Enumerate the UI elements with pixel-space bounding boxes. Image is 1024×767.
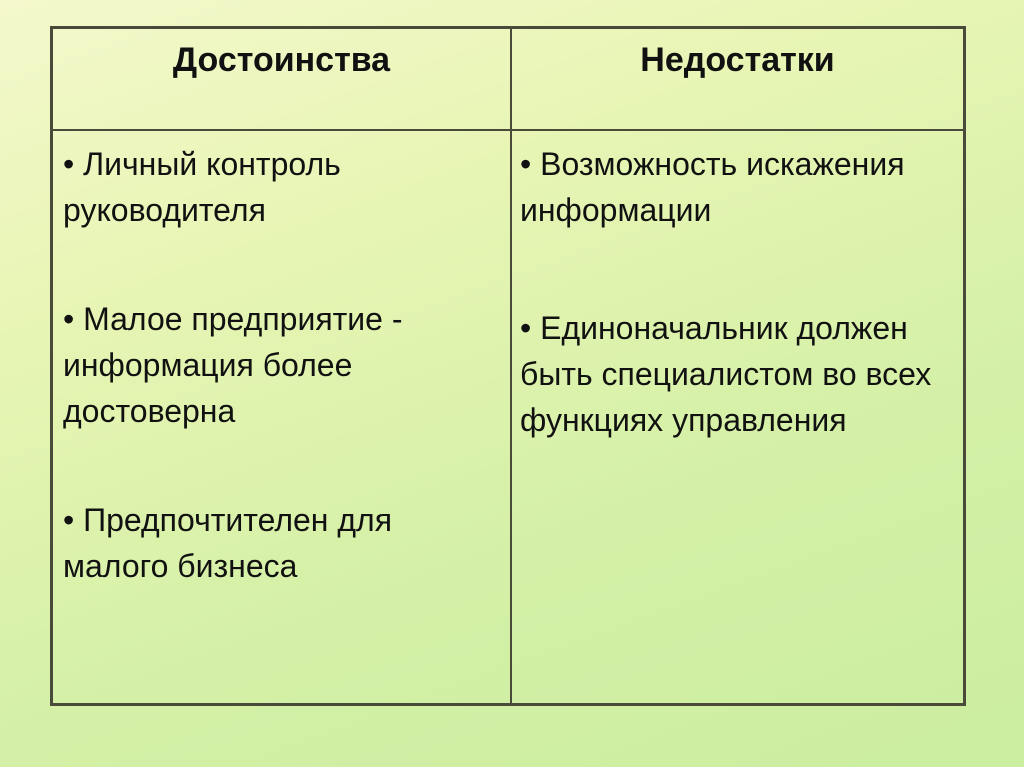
advantages-header: Достоинства (172, 41, 391, 79)
advantage-item: • Малое предприятие - информация более достоверна (63, 301, 403, 429)
advantage-item: • Личный контроль руководителя (63, 146, 341, 228)
disadvantage-item: • Единоначальник должен быть специалистом во всех функциях управления (520, 310, 932, 438)
disadvantage-item: • Возможность искажения информации (520, 146, 905, 228)
advantages-cell (63, 131, 503, 589)
advantage-item: • Предпочтителен для малого бизнеса (63, 502, 393, 584)
comparison-table (50, 26, 966, 706)
disadvantages-cell (520, 131, 960, 443)
disadvantages-header: Недостатки (640, 41, 835, 79)
